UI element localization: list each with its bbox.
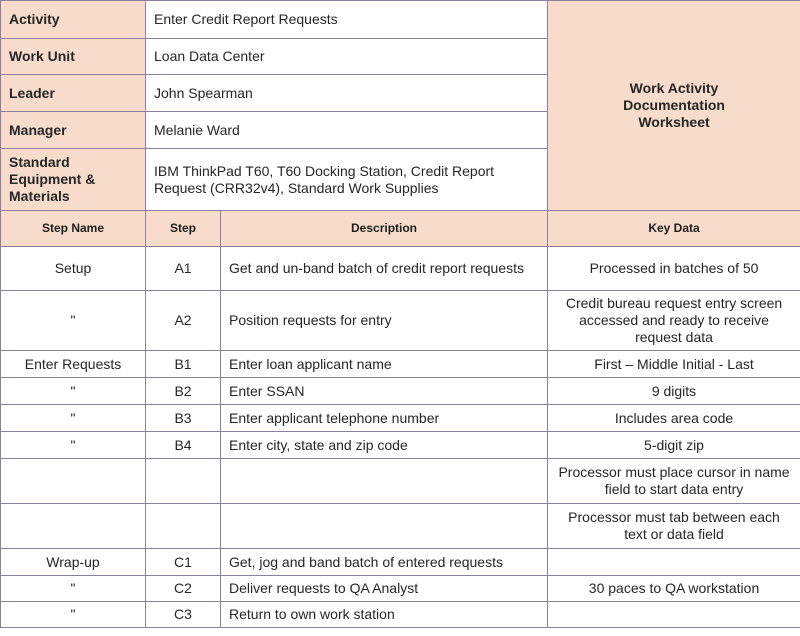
title-line-3: Worksheet: [638, 114, 710, 130]
column-header-description: Description: [221, 211, 548, 247]
step-cell: B4: [146, 432, 221, 459]
key-data-cell: [548, 549, 800, 576]
description-cell: Enter city, state and zip code: [221, 432, 548, 459]
step-cell: [146, 504, 221, 549]
work-unit-label: Work Unit: [1, 39, 146, 75]
description-cell: Get and un-band batch of credit report requests: [221, 247, 548, 291]
equipment-label: Standard Equipment & Materials: [1, 149, 146, 211]
description-cell: Get, jog and band batch of entered requests: [221, 549, 548, 576]
table-row: [1, 549, 800, 576]
step-name-cell: Setup: [1, 247, 146, 291]
step-name-cell: ": [1, 378, 146, 405]
description-cell: Enter applicant telephone number: [221, 405, 548, 432]
table-row: [1, 291, 800, 351]
step-cell: C2: [146, 576, 221, 602]
step-name-cell: ": [1, 576, 146, 602]
key-data-cell: Credit bureau request entry screen accessed and ready to receive request data: [548, 291, 800, 351]
column-header-step-name: Step Name: [1, 211, 146, 247]
step-cell: [146, 459, 221, 504]
table-row: [1, 378, 800, 405]
table-row: [1, 432, 800, 459]
step-name-cell: [1, 504, 146, 549]
manager-label: Manager: [1, 112, 146, 149]
step-cell: B2: [146, 378, 221, 405]
step-name-cell: ": [1, 291, 146, 351]
work-unit-value: Loan Data Center: [146, 39, 548, 75]
leader-label: Leader: [1, 75, 146, 112]
header-row-activity: [1, 1, 800, 39]
key-data-cell: First – Middle Initial - Last: [548, 351, 800, 378]
step-name-cell: Enter Requests: [1, 351, 146, 378]
step-cell: B3: [146, 405, 221, 432]
table-row: [1, 504, 800, 549]
key-data-cell: Processor must place cursor in name field to start data entry: [548, 459, 800, 504]
title-line-1: Work Activity: [629, 80, 719, 96]
step-name-cell: ": [1, 602, 146, 628]
step-name-cell: ": [1, 432, 146, 459]
leader-value: John Spearman: [146, 75, 548, 112]
step-cell: C1: [146, 549, 221, 576]
table-row: [1, 351, 800, 378]
activity-label: Activity: [1, 1, 146, 39]
manager-value: Melanie Ward: [146, 112, 548, 149]
description-cell: Return to own work station: [221, 602, 548, 628]
table-row: [1, 576, 800, 602]
table-row: [1, 405, 800, 432]
description-cell: Deliver requests to QA Analyst: [221, 576, 548, 602]
step-name-cell: ": [1, 405, 146, 432]
table-row: [1, 247, 800, 291]
column-header-row: [1, 211, 800, 247]
equipment-value: IBM ThinkPad T60, T60 Docking Station, Credit Report Request (CRR32v4), Standard Work Supplies: [146, 149, 548, 211]
step-cell: C3: [146, 602, 221, 628]
step-cell: A2: [146, 291, 221, 351]
description-cell: [221, 459, 548, 504]
key-data-cell: Includes area code: [548, 405, 800, 432]
column-header-step: Step: [146, 211, 221, 247]
worksheet-title: [548, 1, 800, 211]
table-row: [1, 602, 800, 628]
table-row: [1, 459, 800, 504]
key-data-cell: [548, 602, 800, 628]
title-line-2: Documentation: [623, 97, 725, 113]
key-data-cell: 5-digit zip: [548, 432, 800, 459]
activity-value: Enter Credit Report Requests: [146, 1, 548, 39]
key-data-cell: Processed in batches of 50: [548, 247, 800, 291]
description-cell: Position requests for entry: [221, 291, 548, 351]
description-cell: Enter loan applicant name: [221, 351, 548, 378]
step-name-cell: Wrap-up: [1, 549, 146, 576]
key-data-cell: Processor must tab between each text or data field: [548, 504, 800, 549]
step-cell: B1: [146, 351, 221, 378]
key-data-cell: 9 digits: [548, 378, 800, 405]
key-data-cell: 30 paces to QA workstation: [548, 576, 800, 602]
step-cell: A1: [146, 247, 221, 291]
column-header-key-data: Key Data: [548, 211, 800, 247]
description-cell: Enter SSAN: [221, 378, 548, 405]
description-cell: [221, 504, 548, 549]
step-name-cell: [1, 459, 146, 504]
